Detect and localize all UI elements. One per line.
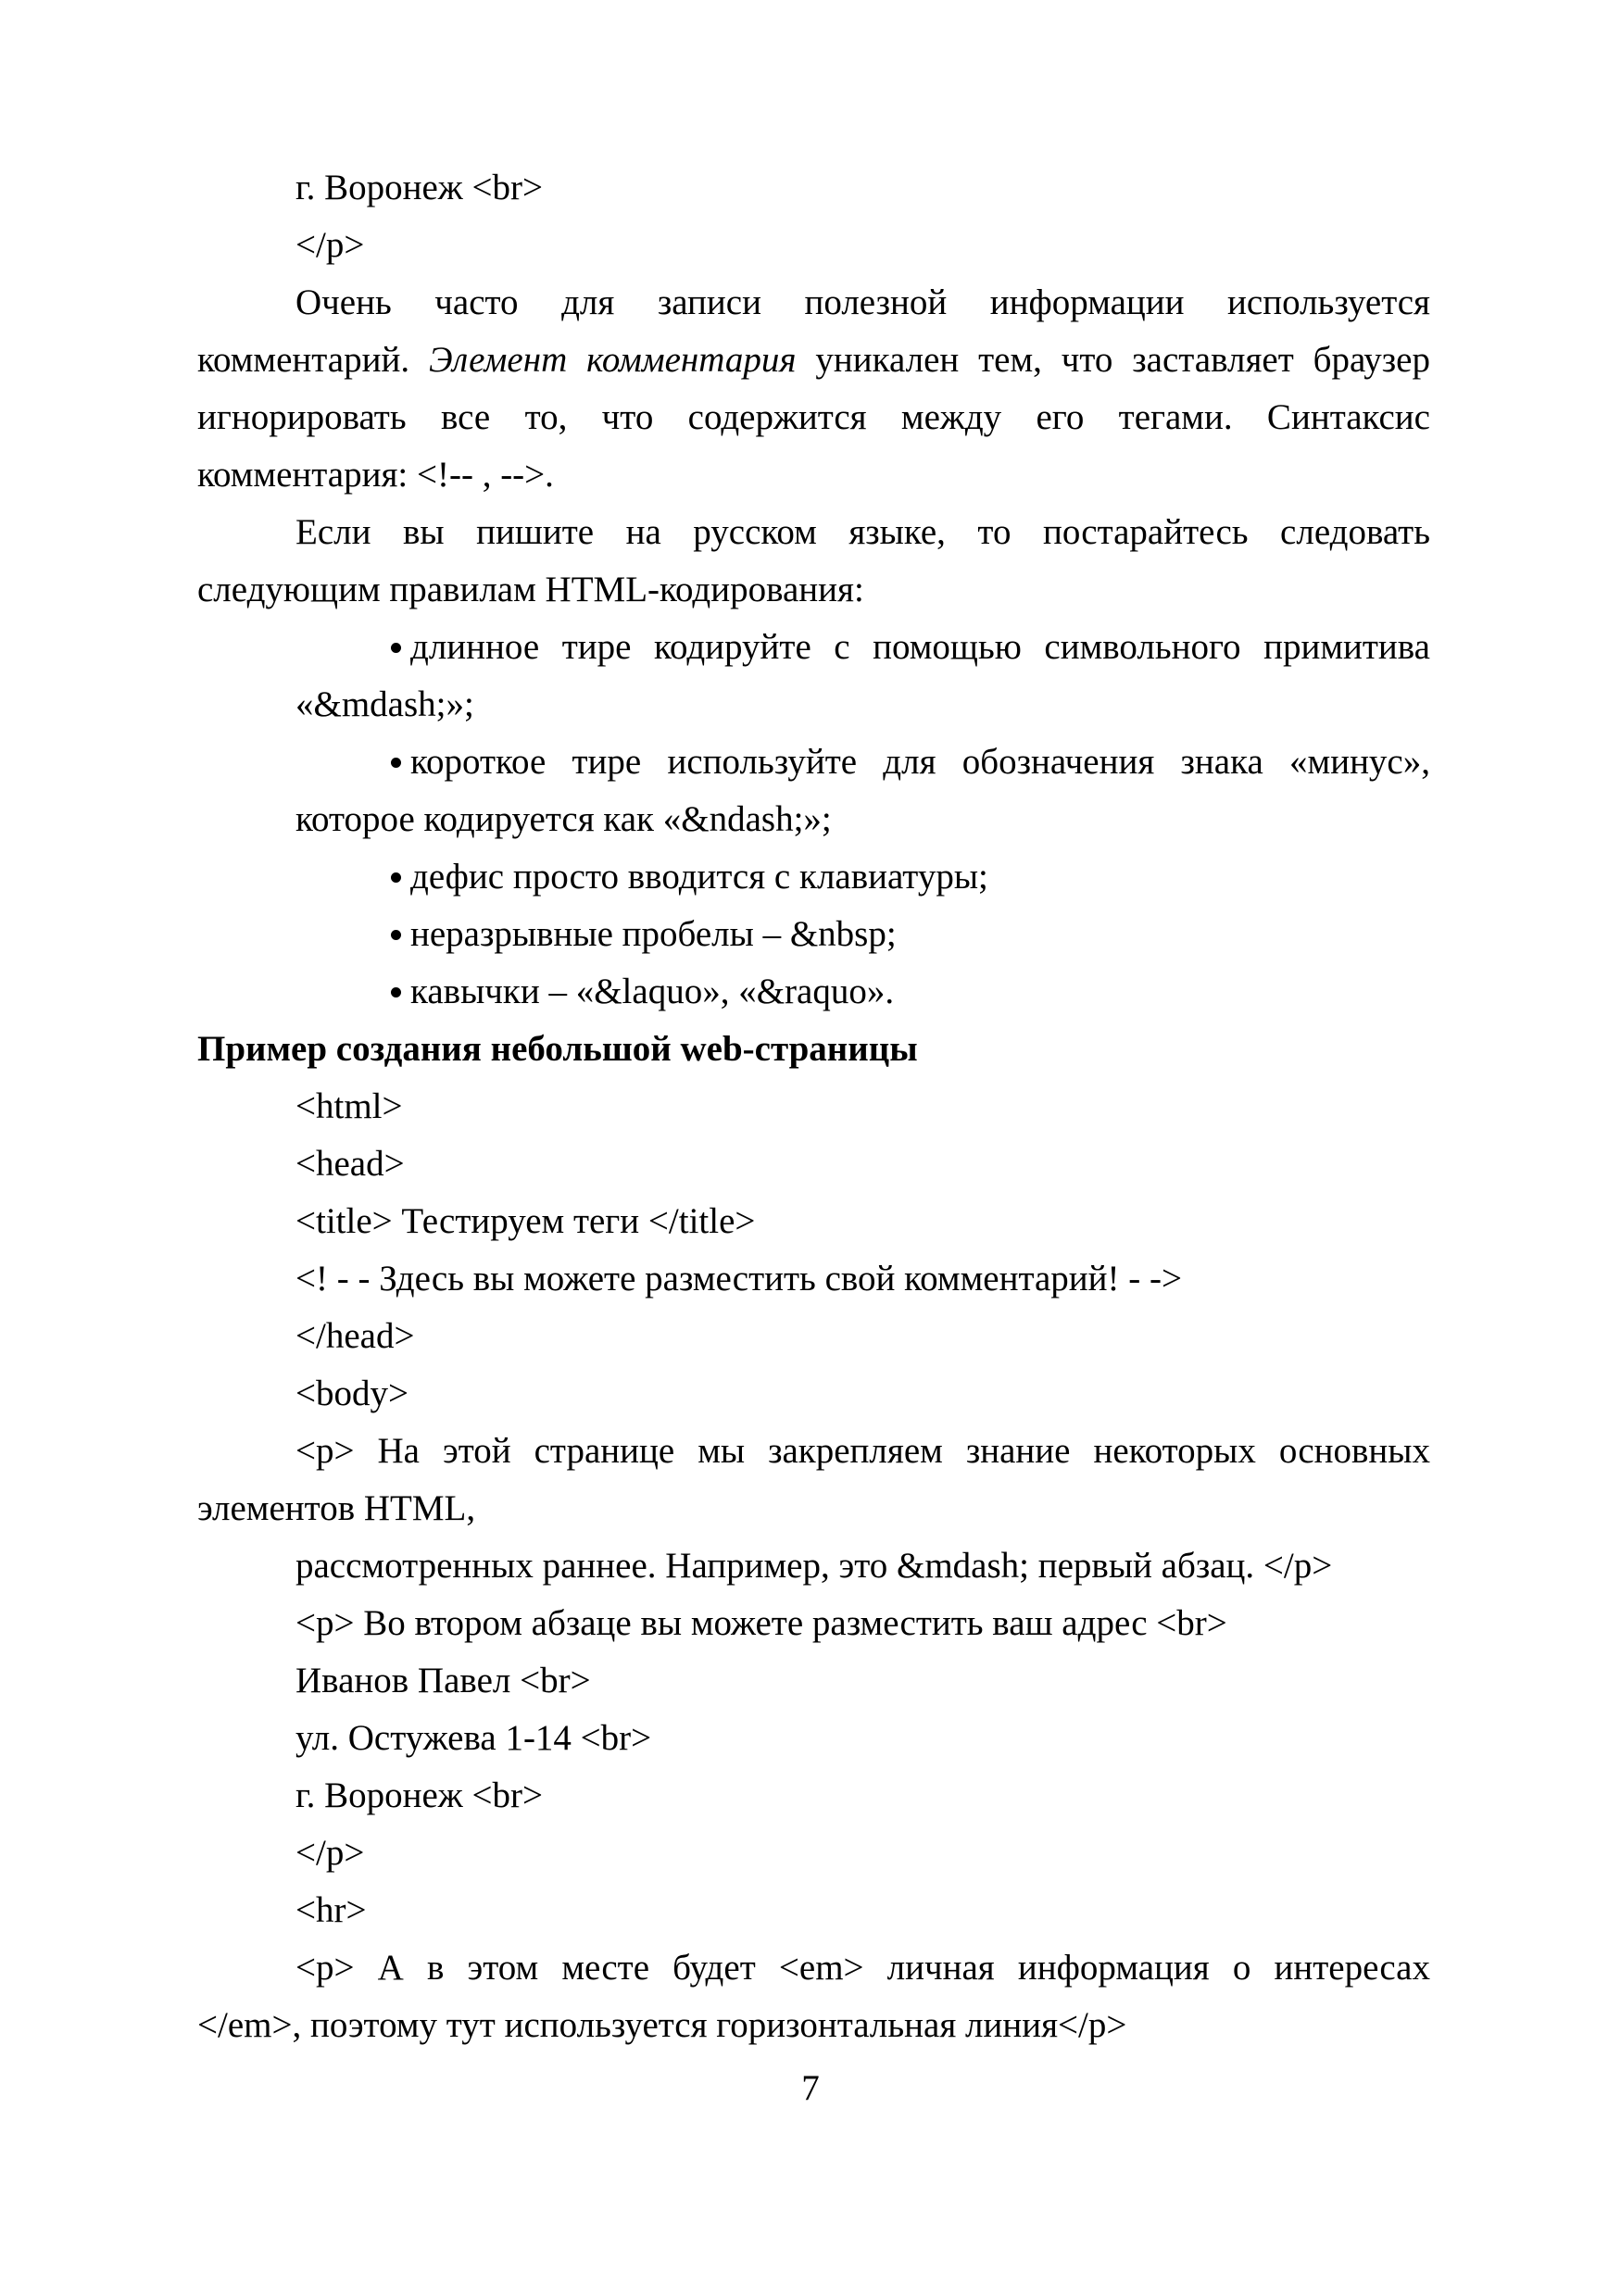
code-line: г. Воронеж <br> bbox=[295, 1775, 543, 1815]
page-number: 7 bbox=[801, 2068, 820, 2108]
code-line: <body> bbox=[295, 1374, 408, 1413]
code-line: Иванов Павел <br> bbox=[295, 1661, 591, 1700]
bullet-item bbox=[391, 739, 1430, 785]
paragraph-line: Если вы пишите на русском языке, то постарайтесь следовать bbox=[295, 512, 1430, 552]
bullet-continuation: которое кодируется как «&ndash;»; bbox=[295, 799, 832, 839]
bullet-icon bbox=[391, 758, 401, 768]
paragraph-line: следующим правилам HTML-кодирования: bbox=[197, 570, 864, 609]
paragraph-line: комментария: <!-- , -->. bbox=[197, 455, 554, 495]
bullet-text: кавычки – «&laquo», «&raquo». bbox=[410, 972, 895, 1011]
bullet-icon bbox=[391, 872, 401, 883]
bullet-icon bbox=[391, 930, 401, 940]
bullet-item bbox=[391, 911, 897, 958]
text-line: </p> bbox=[295, 225, 365, 265]
paragraph-line: Очень часто для записи полезной информации используется bbox=[295, 282, 1430, 322]
code-line: <hr> bbox=[295, 1890, 367, 1930]
code-line: </p> bbox=[295, 1833, 365, 1873]
italic-term: Элемент комментария bbox=[428, 340, 797, 380]
code-line: рассмотренных раннее. Например, это &mdash; первый абзац. </p> bbox=[295, 1546, 1333, 1586]
code-line: </em>, поэтому тут используется горизонтальная линия</p> bbox=[197, 2005, 1127, 2045]
bullet-item bbox=[391, 624, 1430, 671]
code-line: </head> bbox=[295, 1316, 415, 1356]
code-line: <html> bbox=[295, 1086, 403, 1126]
bullet-text: неразрывные пробелы – &nbsp; bbox=[410, 914, 897, 954]
code-line: <! - - Здесь вы можете разместить свой комментарий! - -> bbox=[295, 1259, 1182, 1299]
code-line: <p> Во втором абзаце вы можете разместить ваш адрес <br> bbox=[295, 1603, 1227, 1643]
paragraph-line: игнорировать все то, что содержится между его тегами. Синтаксис bbox=[197, 397, 1430, 437]
bullet-text: дефис просто вводится с клавиатуры; bbox=[410, 857, 988, 897]
code-line: <head> bbox=[295, 1144, 405, 1184]
bullet-continuation: «&mdash;»; bbox=[295, 684, 474, 724]
text-line: г. Воронеж <br> bbox=[295, 168, 543, 207]
code-line: <title> Тестируем теги </title> bbox=[295, 1201, 756, 1241]
code-line: <p> А в этом месте будет <em> личная информация о интересах bbox=[295, 1948, 1430, 1988]
bullet-text: длинное тире кодируйте с помощью символьного примитива bbox=[410, 627, 1430, 667]
section-heading: Пример создания небольшой web-страницы bbox=[197, 1029, 918, 1069]
text-span: комментарий. bbox=[197, 340, 410, 380]
text-span: уникален тем, что заставляет браузер bbox=[815, 340, 1430, 380]
bullet-item bbox=[391, 969, 894, 1015]
bullet-text: короткое тире используйте для обозначения знака «минус», bbox=[410, 742, 1430, 782]
code-line: <p> На этой странице мы закрепляем знание некоторых основных bbox=[295, 1431, 1430, 1471]
code-line: элементов HTML, bbox=[197, 1488, 476, 1528]
bullet-icon bbox=[391, 987, 401, 997]
paragraph-line bbox=[197, 337, 1430, 383]
code-line: ул. Остужева 1-14 <br> bbox=[295, 1718, 652, 1758]
bullet-icon bbox=[391, 643, 401, 653]
bullet-item bbox=[391, 854, 988, 900]
